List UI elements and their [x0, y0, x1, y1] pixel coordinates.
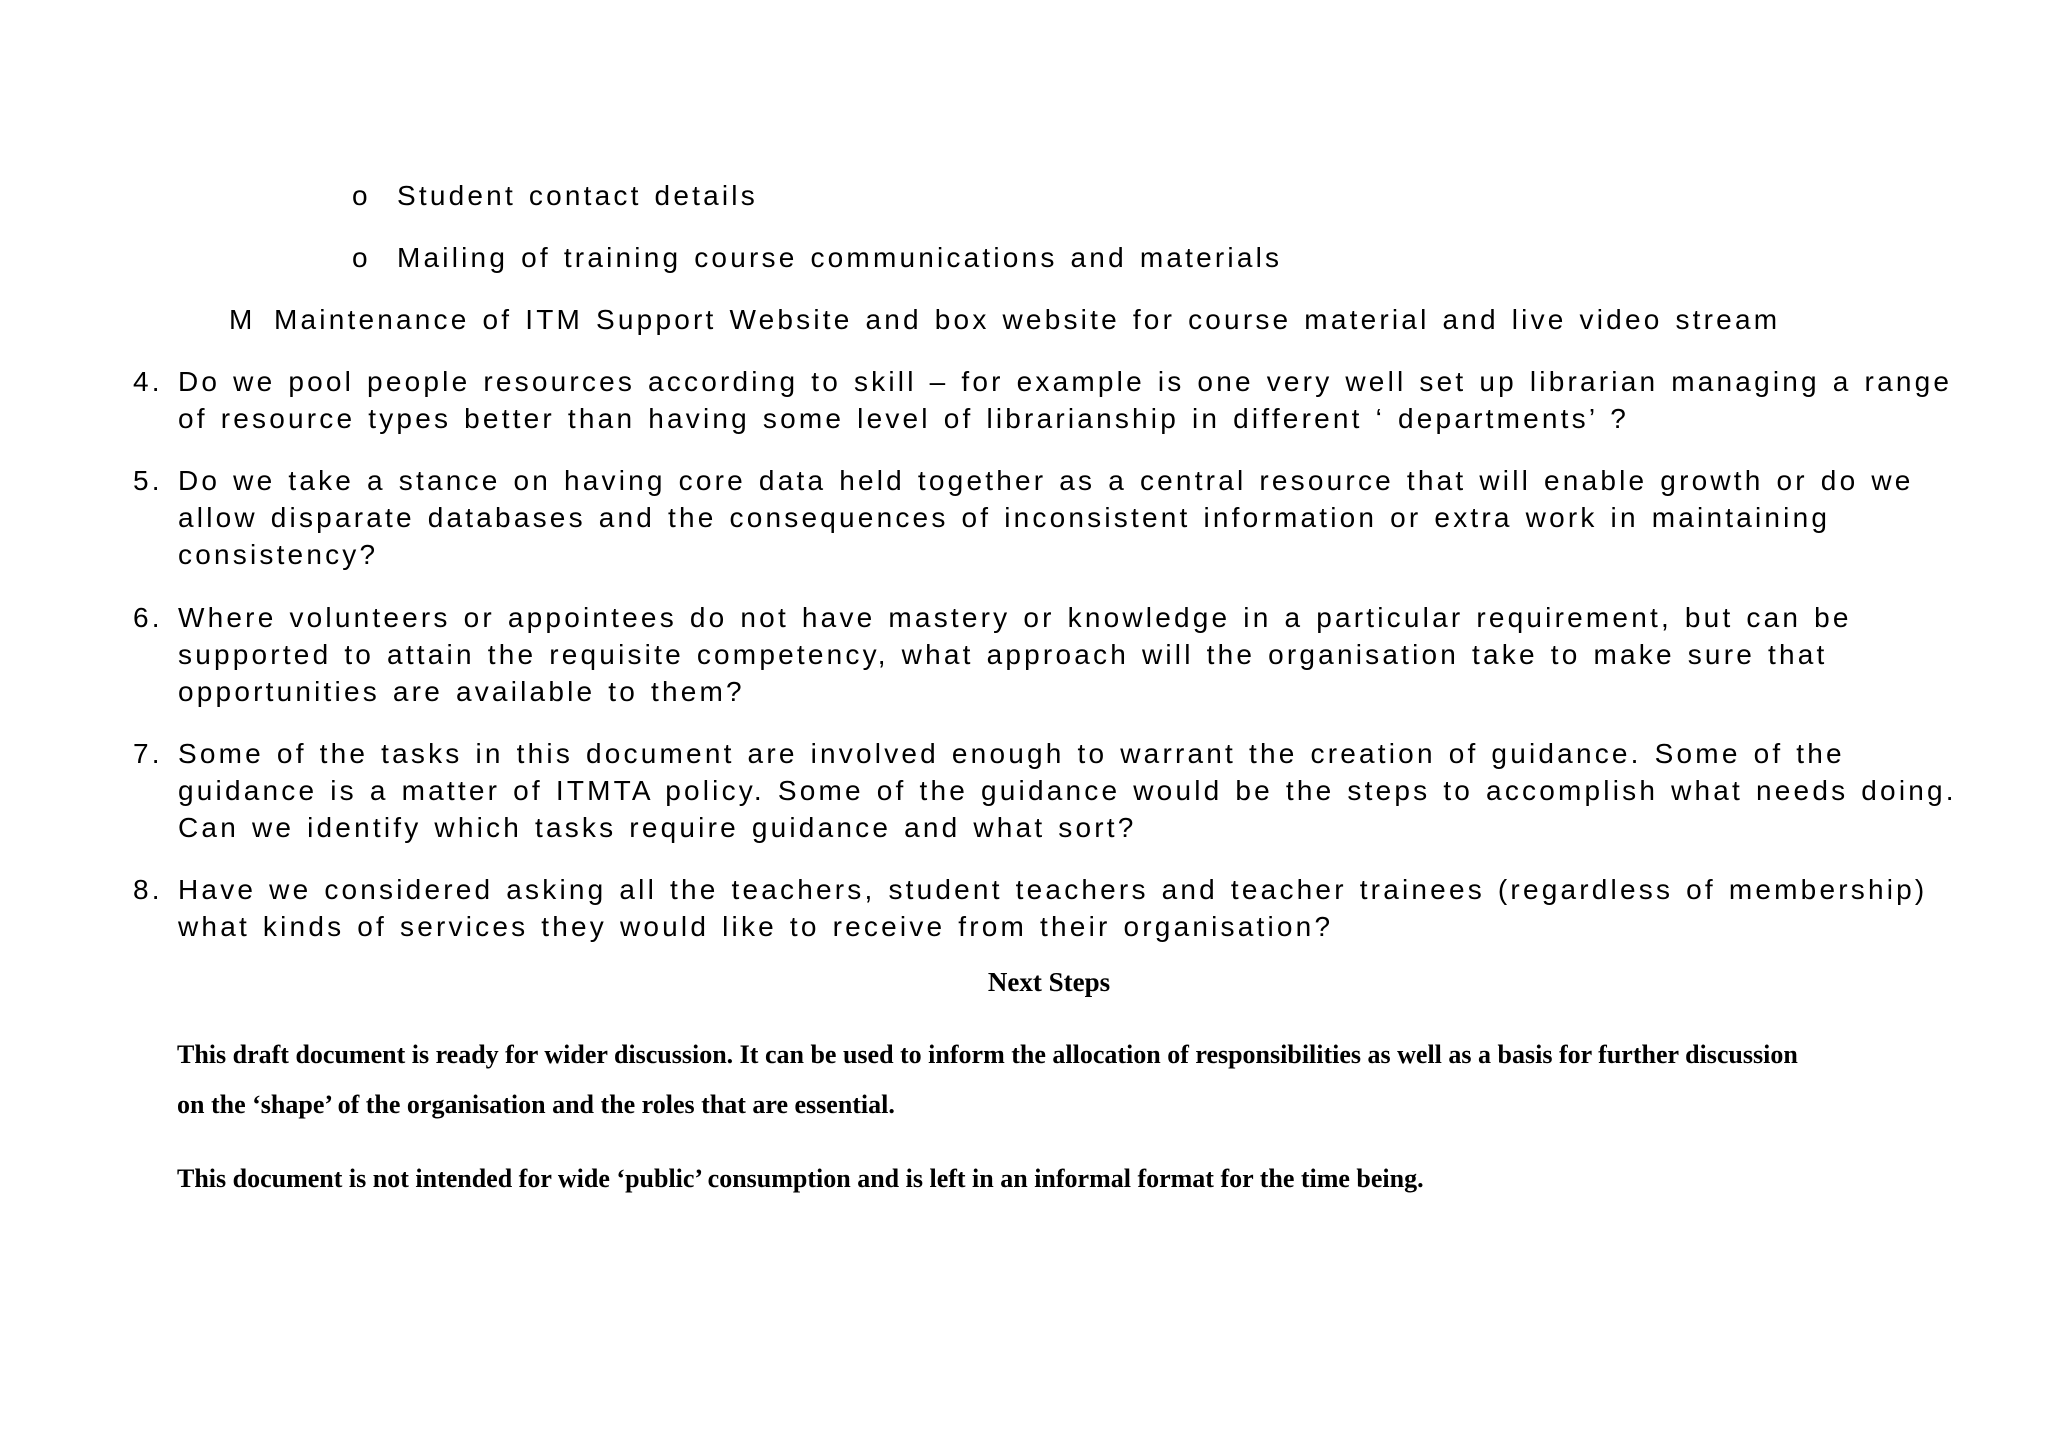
next-steps-paragraph-1-line-2: on the ‘shape’ of the organisation and the roles that are essential. [177, 1090, 895, 1119]
item-number: 5. [133, 465, 163, 496]
item-number: 8. [133, 874, 163, 905]
next-steps-paragraph-1-line-1: This draft document is ready for wider discussion. It can be used to inform the allocation of responsibilities as well as a basis for further discussion [177, 1040, 1798, 1069]
item-line: opportunities are available to them? [178, 676, 745, 707]
item-line: Can we identify which tasks require guidance and what sort? [178, 812, 1137, 843]
item-line: what kinds of services they would like to receive from their organisation? [178, 911, 1334, 942]
item-line: consistency? [178, 539, 379, 570]
m-item-text: Maintenance of ITM Support Website and box website for course material and live video stream [274, 304, 1781, 335]
item-line: of resource types better than having some level of librarianship in different ‘ departments’ ? [178, 403, 1629, 434]
bullet-marker: o [352, 242, 371, 273]
item-number: 6. [133, 602, 163, 633]
item-line: Do we pool people resources according to skill – for example is one very well set up librarian managing a range [178, 366, 1953, 397]
sub-bullet-student-contact: Student contact details [397, 180, 758, 211]
item-line: supported to attain the requisite competency, what approach will the organisation take to make sure that [178, 639, 1828, 670]
item-line: guidance is a matter of ITMTA policy. Some of the guidance would be the steps to accomplish what needs doing. [178, 775, 1957, 806]
item-line: Some of the tasks in this document are involved enough to warrant the creation of guidance. Some of the [178, 738, 1845, 769]
sub-bullet-mailing: Mailing of training course communications and materials [397, 242, 1283, 273]
item-line: Where volunteers or appointees do not have mastery or knowledge in a particular requirement, but can be [178, 602, 1852, 633]
next-steps-heading: Next Steps [987, 967, 1111, 997]
item-line: allow disparate databases and the consequences of inconsistent information or extra work in maintaining [178, 502, 1831, 533]
next-steps-paragraph-2: This document is not intended for wide ‘public’ consumption and is left in an informal format for the time being. [177, 1164, 1424, 1193]
item-number: 4. [133, 366, 163, 397]
item-line: Do we take a stance on having core data held together as a central resource that will enable growth or do we [178, 465, 1914, 496]
item-number: 7. [133, 738, 163, 769]
bullet-marker: o [352, 180, 371, 211]
item-line: Have we considered asking all the teachers, student teachers and teacher trainees (regardless of membership) [178, 874, 1928, 905]
m-marker: M [229, 304, 256, 335]
